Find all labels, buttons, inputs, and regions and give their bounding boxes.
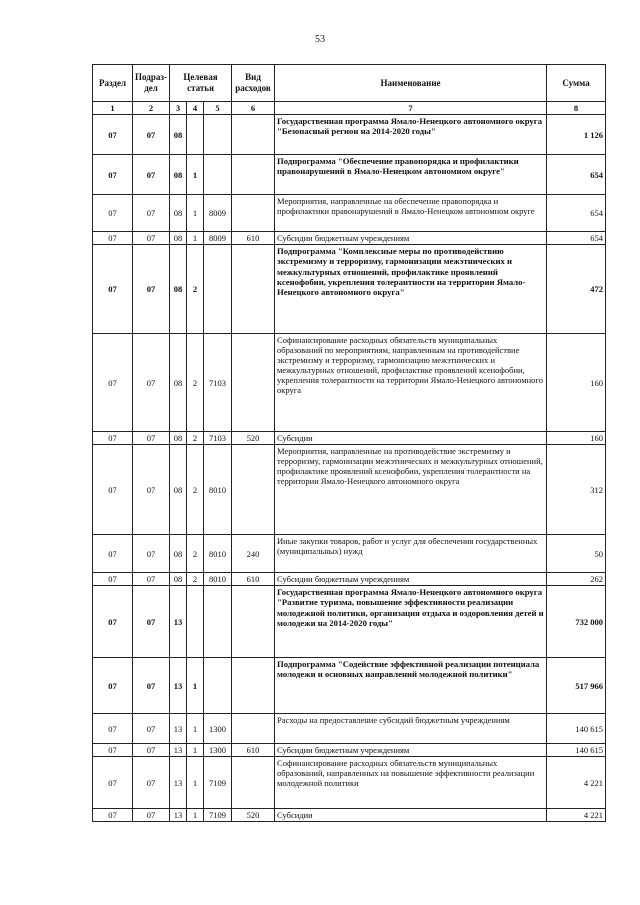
vid-rashodov-cell: 520 <box>232 432 275 445</box>
summa-cell: 4 221 <box>547 809 606 822</box>
index-cell: 6 <box>232 102 275 115</box>
celevaya-program-cell: 08 <box>170 115 187 155</box>
table-row <box>93 445 606 535</box>
naimenovanie-cell: Субсидии <box>275 432 547 445</box>
celevaya-direction-cell <box>204 586 232 658</box>
celevaya-direction-cell: 8009 <box>204 195 232 232</box>
podrazdel-cell: 07 <box>133 658 170 714</box>
vid-rashodov-cell: 240 <box>232 535 275 573</box>
podrazdel-cell: 07 <box>133 445 170 535</box>
vid-rashodov-cell <box>232 245 275 334</box>
naimenovanie-cell: Государственная программа Ямало-Ненецкого автономного округа "Безопасный регион на 2014-2020 годы" <box>275 115 547 155</box>
table-row <box>93 714 606 744</box>
celevaya-program-cell: 13 <box>170 744 187 757</box>
table-row <box>93 155 606 195</box>
naimenovanie-cell: Софинансирование расходных обязательств муниципальных образований по мероприятиям, направленным на противодействие экстремизму и терроризму, гармонизацию межэтнических и межкультурных отношений, профилактике проявлений ксенофобии, укрепления толерантности на территории Ямало-Ненецкого автономного округа <box>275 334 547 432</box>
podrazdel-cell: 07 <box>133 714 170 744</box>
podrazdel-cell: 07 <box>133 535 170 573</box>
vid-rashodov-cell <box>232 714 275 744</box>
table-row <box>93 573 606 586</box>
naimenovanie-cell: Субсидии бюджетным учреждениям <box>275 573 547 586</box>
razdel-cell: 07 <box>93 334 133 432</box>
razdel-cell: 07 <box>93 155 133 195</box>
celevaya-program-cell: 13 <box>170 714 187 744</box>
header-summa: Сумма <box>547 65 606 102</box>
index-cell: 7 <box>275 102 547 115</box>
naimenovanie-cell: Расходы на предоставление субсидий бюджетным учреждениям <box>275 714 547 744</box>
celevaya-subprogram-cell: 2 <box>187 445 204 535</box>
vid-rashodov-cell <box>232 155 275 195</box>
table-row <box>93 245 606 334</box>
celevaya-subprogram-cell <box>187 115 204 155</box>
summa-cell: 654 <box>547 155 606 195</box>
summa-cell: 1 126 <box>547 115 606 155</box>
razdel-cell: 07 <box>93 586 133 658</box>
vid-rashodov-cell <box>232 757 275 809</box>
podrazdel-cell: 07 <box>133 195 170 232</box>
page-number: 53 <box>315 34 325 45</box>
summa-cell: 654 <box>547 195 606 232</box>
naimenovanie-cell: Подпрограмма "Комплексные меры по противодействию экстремизму и терроризму, гармонизации межэтнических и межкультурных отношений, профилактике проявлений ксенофобии, укрепления толерантности на территории Ямало-Ненецкого автономного округа" <box>275 245 547 334</box>
vid-rashodov-cell <box>232 334 275 432</box>
razdel-cell: 07 <box>93 744 133 757</box>
celevaya-direction-cell: 1300 <box>204 744 232 757</box>
table-row <box>93 195 606 232</box>
celevaya-program-cell: 08 <box>170 195 187 232</box>
table-row <box>93 432 606 445</box>
celevaya-direction-cell: 7109 <box>204 757 232 809</box>
celevaya-subprogram-cell: 2 <box>187 432 204 445</box>
celevaya-program-cell: 08 <box>170 155 187 195</box>
celevaya-subprogram-cell: 1 <box>187 195 204 232</box>
celevaya-program-cell: 08 <box>170 245 187 334</box>
celevaya-program-cell: 13 <box>170 586 187 658</box>
celevaya-program-cell: 08 <box>170 432 187 445</box>
celevaya-subprogram-cell: 1 <box>187 714 204 744</box>
celevaya-program-cell: 13 <box>170 809 187 822</box>
index-cell: 4 <box>187 102 204 115</box>
index-cell: 5 <box>204 102 232 115</box>
podrazdel-cell: 07 <box>133 232 170 245</box>
naimenovanie-cell: Государственная программа Ямало-Ненецкого автономного округа "Развитие туризма, повышение эффективности реализации молодежной политики, организация отдыха и оздоровления детей и молодежи на 2014-2020 годы" <box>275 586 547 658</box>
razdel-cell: 07 <box>93 432 133 445</box>
podrazdel-cell: 07 <box>133 245 170 334</box>
naimenovanie-cell: Мероприятия, направленные на обеспечение правопорядка и профилактики правонарушений в Ямало-Ненецком автономном округе <box>275 195 547 232</box>
summa-cell: 472 <box>547 245 606 334</box>
celevaya-direction-cell: 1300 <box>204 714 232 744</box>
vid-rashodov-cell: 520 <box>232 809 275 822</box>
podrazdel-cell: 07 <box>133 334 170 432</box>
celevaya-program-cell: 08 <box>170 535 187 573</box>
table-row <box>93 232 606 245</box>
razdel-cell: 07 <box>93 658 133 714</box>
naimenovanie-cell: Софинансирование расходных обязательств муниципальных образований, направленных на повышение эффективности реализации молодежной политики <box>275 757 547 809</box>
celevaya-subprogram-cell: 1 <box>187 744 204 757</box>
index-cell: 3 <box>170 102 187 115</box>
celevaya-subprogram-cell: 2 <box>187 573 204 586</box>
celevaya-subprogram-cell: 1 <box>187 658 204 714</box>
celevaya-direction-cell <box>204 658 232 714</box>
podrazdel-cell: 07 <box>133 586 170 658</box>
celevaya-subprogram-cell <box>187 586 204 658</box>
celevaya-program-cell: 13 <box>170 757 187 809</box>
podrazdel-cell: 07 <box>133 809 170 822</box>
naimenovanie-cell: Субсидии бюджетным учреждениям <box>275 232 547 245</box>
celevaya-subprogram-cell: 1 <box>187 757 204 809</box>
celevaya-direction-cell: 8010 <box>204 573 232 586</box>
vid-rashodov-cell <box>232 115 275 155</box>
razdel-cell: 07 <box>93 714 133 744</box>
table-row <box>93 586 606 658</box>
celevaya-direction-cell <box>204 115 232 155</box>
summa-cell: 4 221 <box>547 757 606 809</box>
celevaya-program-cell: 13 <box>170 658 187 714</box>
summa-cell: 160 <box>547 432 606 445</box>
index-row <box>93 102 606 115</box>
celevaya-direction-cell <box>204 155 232 195</box>
razdel-cell: 07 <box>93 757 133 809</box>
summa-cell: 517 966 <box>547 658 606 714</box>
naimenovanie-cell: Субсидии <box>275 809 547 822</box>
vid-rashodov-cell: 610 <box>232 232 275 245</box>
celevaya-program-cell: 08 <box>170 334 187 432</box>
celevaya-direction-cell: 8010 <box>204 535 232 573</box>
razdel-cell: 07 <box>93 195 133 232</box>
header-vid-rashodov: Вид расходов <box>232 65 275 102</box>
podrazdel-cell: 07 <box>133 115 170 155</box>
header-razdel: Раздел <box>93 65 133 102</box>
header-row <box>93 65 606 102</box>
summa-cell: 140 615 <box>547 714 606 744</box>
summa-cell: 732 000 <box>547 586 606 658</box>
razdel-cell: 07 <box>93 232 133 245</box>
vid-rashodov-cell <box>232 195 275 232</box>
table-row <box>93 115 606 155</box>
index-cell: 1 <box>93 102 133 115</box>
celevaya-direction-cell: 7109 <box>204 809 232 822</box>
razdel-cell: 07 <box>93 809 133 822</box>
razdel-cell: 07 <box>93 573 133 586</box>
summa-cell: 140 615 <box>547 744 606 757</box>
header-naimenovanie: Наименование <box>275 65 547 102</box>
celevaya-subprogram-cell: 2 <box>187 334 204 432</box>
celevaya-program-cell: 08 <box>170 573 187 586</box>
celevaya-subprogram-cell: 1 <box>187 155 204 195</box>
vid-rashodov-cell: 610 <box>232 573 275 586</box>
podrazdel-cell: 07 <box>133 757 170 809</box>
index-cell: 8 <box>547 102 606 115</box>
razdel-cell: 07 <box>93 115 133 155</box>
celevaya-subprogram-cell: 1 <box>187 809 204 822</box>
summa-cell: 654 <box>547 232 606 245</box>
summa-cell: 160 <box>547 334 606 432</box>
vid-rashodov-cell <box>232 445 275 535</box>
naimenovanie-cell: Подпрограмма "Содействие эффективной реализации потенциала молодежи и основных направлений молодежной политики" <box>275 658 547 714</box>
header-celevaya-statya: Целевая статья <box>170 65 232 102</box>
celevaya-program-cell: 08 <box>170 232 187 245</box>
table-row <box>93 535 606 573</box>
celevaya-direction-cell: 8010 <box>204 445 232 535</box>
table-row <box>93 658 606 714</box>
naimenovanie-cell: Мероприятия, направленные на противодействие экстремизму и терроризму, гармонизации межэтнических и межкультурных отношений, профилактике проявлений ксенофобии, укрепления толерантности на территории Ямало-Ненецкого автономного округа <box>275 445 547 535</box>
celevaya-direction-cell: 7103 <box>204 432 232 445</box>
naimenovanie-cell: Подпрограмма "Обеспечение правопорядка и профилактики правонарушений в Ямало-Ненецком автономном округе" <box>275 155 547 195</box>
celevaya-subprogram-cell: 1 <box>187 232 204 245</box>
vid-rashodov-cell <box>232 658 275 714</box>
celevaya-subprogram-cell: 2 <box>187 245 204 334</box>
naimenovanie-cell: Субсидии бюджетным учреждениям <box>275 744 547 757</box>
celevaya-direction-cell <box>204 245 232 334</box>
razdel-cell: 07 <box>93 445 133 535</box>
celevaya-direction-cell: 8009 <box>204 232 232 245</box>
razdel-cell: 07 <box>93 245 133 334</box>
celevaya-direction-cell: 7103 <box>204 334 232 432</box>
table-row <box>93 744 606 757</box>
table-row <box>93 334 606 432</box>
podrazdel-cell: 07 <box>133 155 170 195</box>
index-cell: 2 <box>133 102 170 115</box>
razdel-cell: 07 <box>93 535 133 573</box>
podrazdel-cell: 07 <box>133 744 170 757</box>
summa-cell: 262 <box>547 573 606 586</box>
header-podrazdel: Подраз-дел <box>133 65 170 102</box>
naimenovanie-cell: Иные закупки товаров, работ и услуг для обеспечения государственных (муниципальных) нужд <box>275 535 547 573</box>
summa-cell: 50 <box>547 535 606 573</box>
podrazdel-cell: 07 <box>133 573 170 586</box>
summa-cell: 312 <box>547 445 606 535</box>
table-row <box>93 757 606 809</box>
celevaya-subprogram-cell: 2 <box>187 535 204 573</box>
vid-rashodov-cell <box>232 586 275 658</box>
podrazdel-cell: 07 <box>133 432 170 445</box>
vid-rashodov-cell: 610 <box>232 744 275 757</box>
celevaya-program-cell: 08 <box>170 445 187 535</box>
table-row <box>93 809 606 822</box>
budget-table <box>92 64 606 822</box>
